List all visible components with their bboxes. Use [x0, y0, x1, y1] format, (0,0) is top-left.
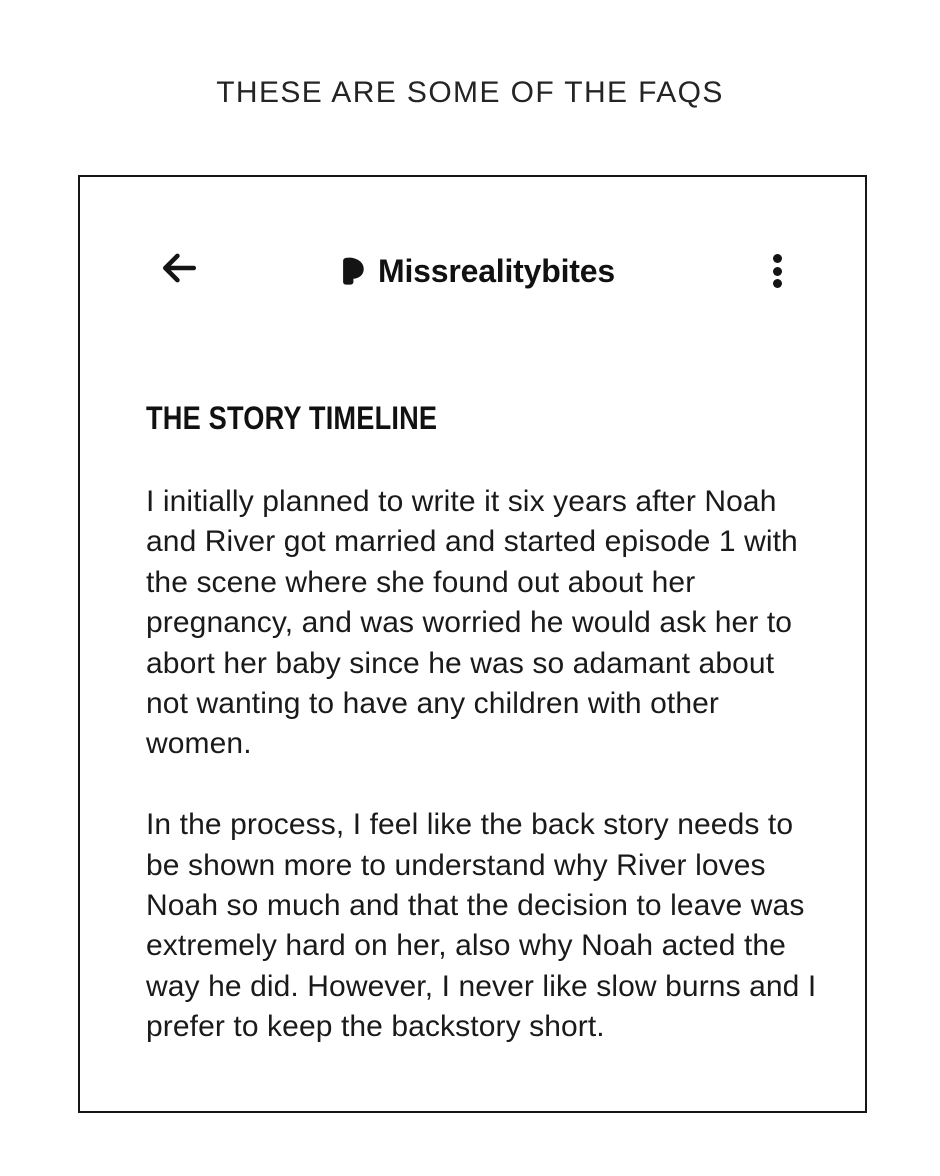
post-line: extremely hard on her, also why Noah acted the [146, 929, 786, 963]
arrow-left-icon [160, 249, 198, 287]
post-line: women. [146, 727, 252, 761]
post-line: Noah so much and that the decision to leave was [146, 889, 805, 923]
post-line: be shown more to understand why River loves [146, 848, 766, 882]
post-paragraph-2 [146, 805, 816, 1047]
post-line: and River got married and started episode 1 with [146, 525, 798, 559]
post-paragraph-1 [146, 482, 816, 765]
patreon-logo-icon [340, 257, 365, 285]
post-line: pregnancy, and was worried he would ask her to [146, 606, 793, 640]
post-line: not wanting to have any children with other [146, 687, 719, 721]
creator-link[interactable] [340, 248, 615, 294]
post-line: way he did. However, I never like slow burns and I [146, 969, 817, 1003]
post-heading: THE STORY TIMELINE [146, 400, 438, 436]
page-title: THESE ARE SOME OF THE FAQS [216, 76, 724, 109]
creator-name[interactable]: Missrealitybites [378, 252, 615, 289]
back-button[interactable] [159, 248, 199, 288]
post-line: prefer to keep the backstory short. [146, 1010, 605, 1044]
post-line: abort her baby since he was so adamant about [146, 646, 775, 680]
post-line: the scene where she found out about her [146, 565, 696, 599]
post-body [146, 482, 816, 1048]
post-line: In the process, I feel like the back story needs to [146, 808, 794, 842]
kebab-menu-icon [773, 252, 782, 290]
post-card [78, 175, 867, 1113]
post-line: I initially planned to write it six years after Noah [146, 485, 777, 518]
kebab-menu-button[interactable] [763, 245, 791, 297]
